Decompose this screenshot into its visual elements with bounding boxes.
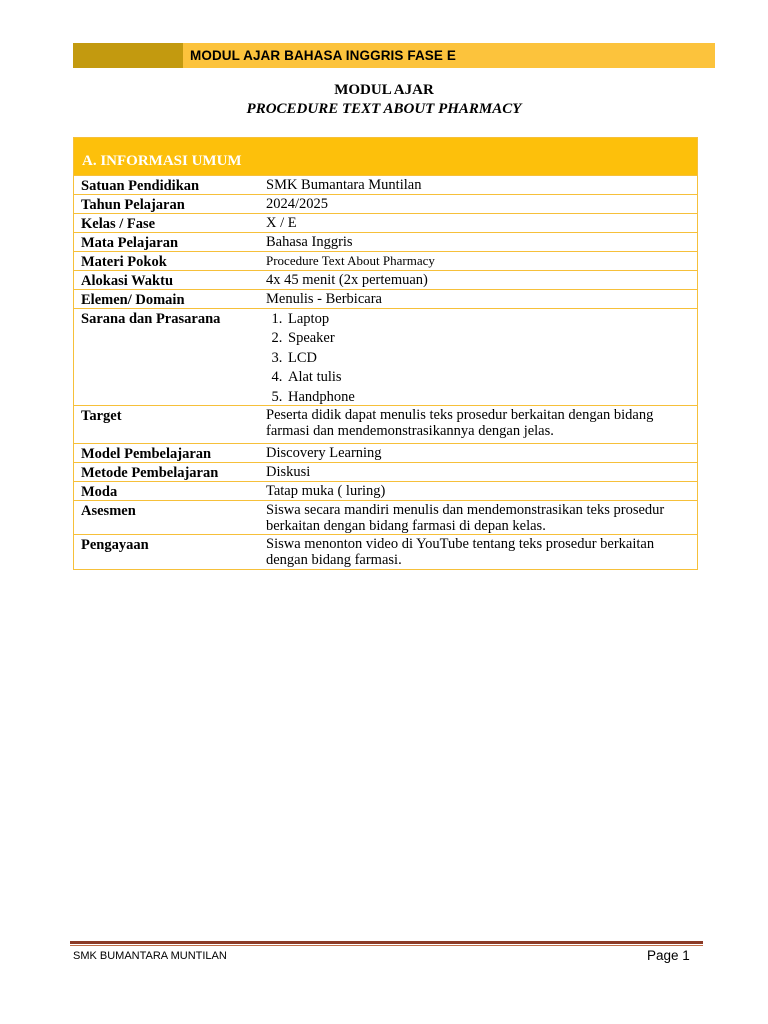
row-value: Menulis - Berbicara [266, 291, 382, 307]
row-label: Sarana dan Prasarana [81, 311, 221, 327]
row-value [266, 309, 697, 405]
row-label: Alokasi Waktu [81, 273, 174, 289]
row-label: Asesmen [81, 503, 136, 519]
table-row [74, 175, 697, 194]
table-row [74, 270, 697, 289]
document-subtitle: PROCEDURE TEXT ABOUT PHARMACY [246, 101, 522, 117]
row-value: Procedure Text About Pharmacy [266, 253, 435, 268]
row-value: SMK Bumantara Muntilan [266, 177, 422, 193]
row-label: Model Pembelajaran [81, 446, 212, 462]
header-accent-block [73, 43, 183, 68]
list-item: 4. Alat tulis [286, 368, 691, 387]
row-value: X / E [266, 215, 297, 231]
row-label: Moda [81, 484, 118, 500]
list-item: 3. LCD [286, 349, 691, 368]
module-header-bar [73, 43, 715, 68]
general-information-table [73, 137, 698, 570]
row-label: Materi Pokok [81, 254, 167, 270]
row-value: Peserta didik dapat menulis teks prosedur berkaitan dengan bidang farmasi dan mendemonstrasikannya dengan jelas. [266, 407, 654, 439]
row-value: Discovery Learning [266, 445, 382, 461]
table-row [74, 534, 697, 569]
row-label: Tahun Pelajaran [81, 197, 185, 213]
list-item: 2. Speaker [286, 329, 691, 348]
row-label: Elemen/ Domain [81, 292, 185, 308]
list-item: 5. Handphone [286, 388, 691, 407]
row-label: Mata Pelajaran [81, 235, 179, 251]
row-value: Diskusi [266, 464, 311, 480]
row-value: Bahasa Inggris [266, 234, 353, 250]
row-value: 4x 45 menit (2x pertemuan) [266, 272, 428, 288]
row-label: Pengayaan [81, 537, 149, 553]
table-row [74, 213, 697, 232]
footer-school-name: SMK BUMANTARA MUNTILAN [73, 950, 227, 962]
document-title: MODUL AJAR [334, 82, 434, 98]
row-value: 2024/2025 [266, 196, 329, 212]
table-row [74, 443, 697, 462]
facilities-list [266, 310, 691, 407]
table-row [74, 500, 697, 534]
row-label: Satuan Pendidikan [81, 178, 200, 194]
section-heading: A. INFORMASI UMUM [74, 138, 697, 175]
row-label: Target [81, 408, 122, 424]
table-row [74, 462, 697, 481]
footer-divider-thin [70, 945, 703, 946]
row-label: Kelas / Fase [81, 216, 156, 232]
table-row [74, 481, 697, 500]
table-row [74, 308, 697, 405]
table-row [74, 289, 697, 308]
table-row [74, 251, 697, 270]
table-row [74, 232, 697, 251]
list-item: 1. Laptop [286, 310, 691, 329]
table-row [74, 405, 697, 443]
module-header-title: MODUL AJAR BAHASA INGGRIS FASE E [190, 48, 456, 63]
table-row [74, 194, 697, 213]
row-value: Siswa secara mandiri menulis dan mendemonstrasikan teks prosedur berkaitan dengan bidang farmasi di depan kelas. [266, 502, 665, 534]
row-value: Siswa menonton video di YouTube tentang teks prosedur berkaitan dengan bidang farmasi. [266, 536, 655, 568]
row-value: Tatap muka ( luring) [266, 483, 386, 499]
row-label: Metode Pembelajaran [81, 465, 219, 481]
footer-divider [70, 941, 703, 944]
page-number: Page 1 [647, 948, 690, 963]
